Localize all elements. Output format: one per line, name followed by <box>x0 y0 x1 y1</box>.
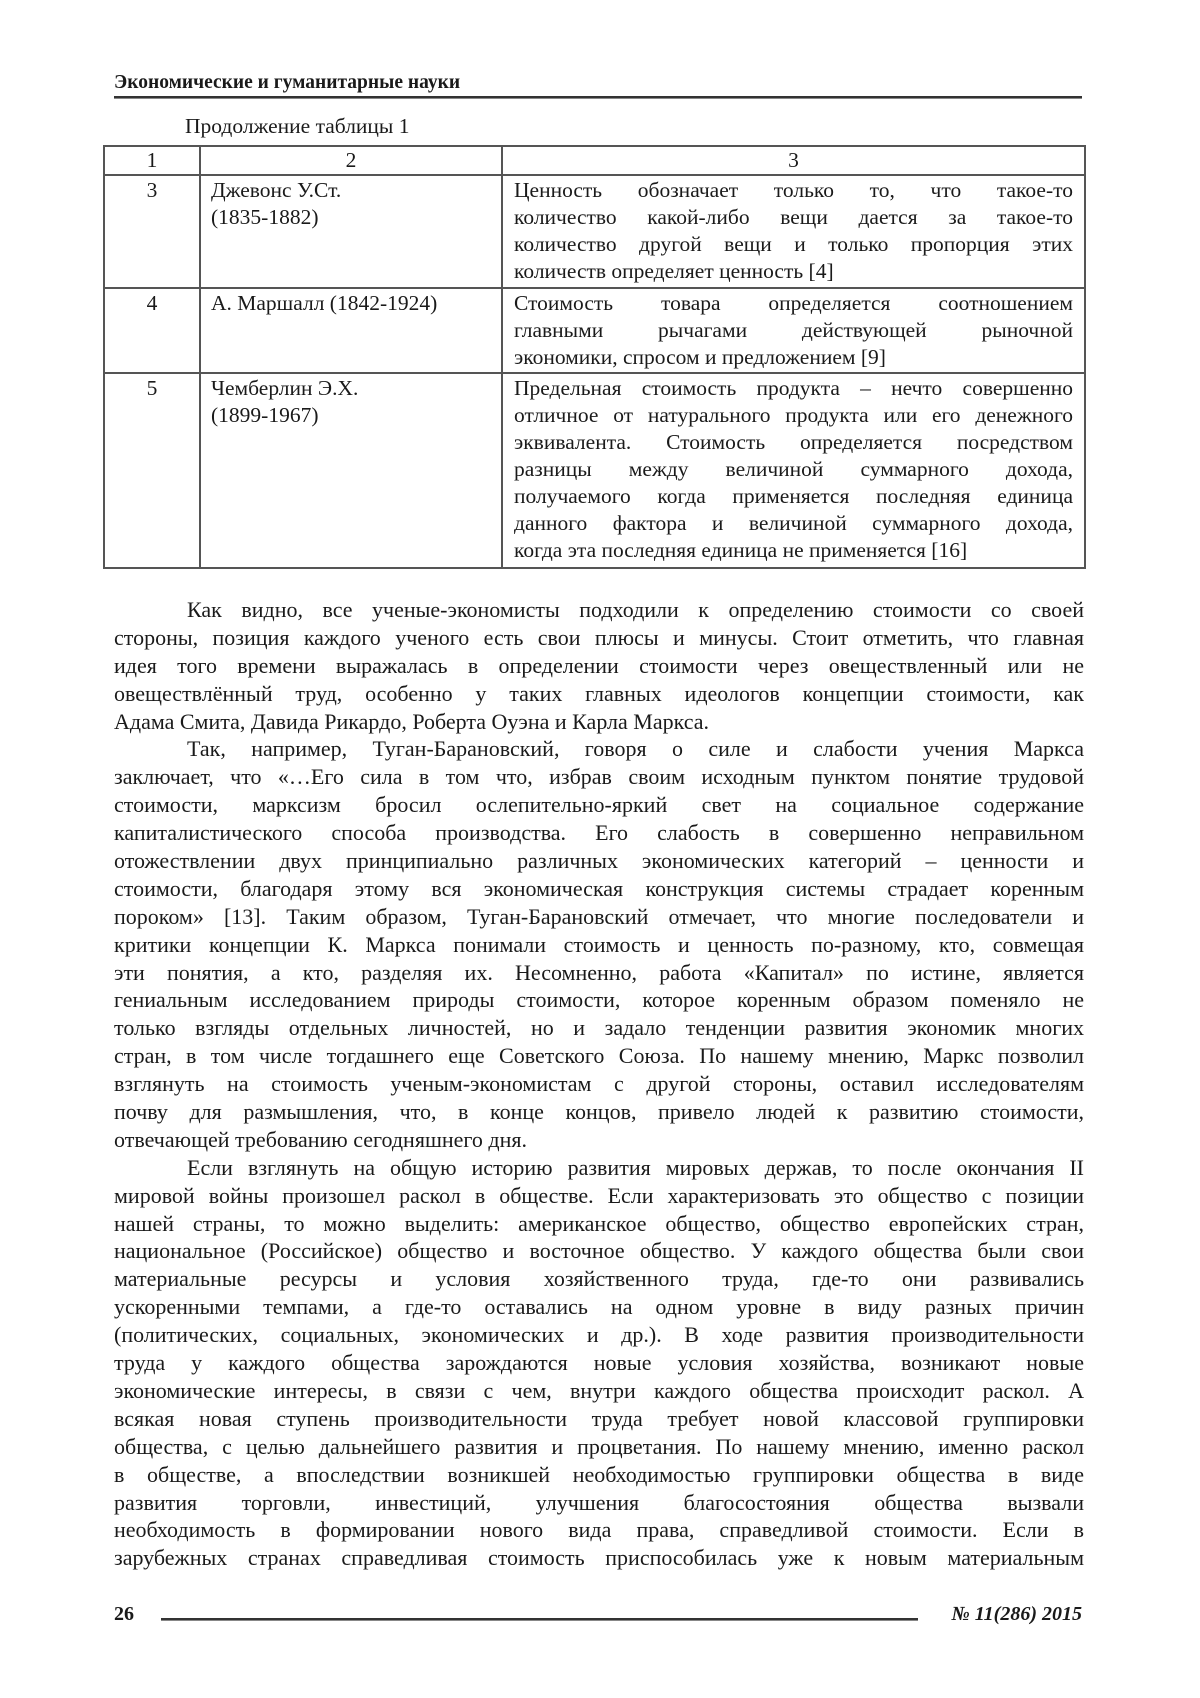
row-number: 3 <box>105 176 199 204</box>
row-number: 5 <box>105 374 199 402</box>
table-row <box>104 175 1085 288</box>
text-line: капиталистического способа производства. Его слабость в совершенно неправильном <box>114 819 1084 847</box>
text-line: пороком» [13]. Таким образом, Туган-Барановский отмечает, что многие последователи и <box>114 903 1084 931</box>
text-line: Если взглянуть на общую историю развития мировых держав, то после окончания II <box>114 1154 1084 1182</box>
text-line: мировой войны произошел раскол в обществе. Если характеризовать это общество с позиции <box>114 1182 1084 1210</box>
definition-line: данного фактора и величиной суммарного дохода, <box>514 510 1073 537</box>
definition-cell <box>502 373 1085 568</box>
definition-cell <box>502 175 1085 288</box>
paragraph <box>114 596 1084 735</box>
text-line: Как видно, все ученые-экономисты подходили к определению стоимости со своей <box>114 596 1084 624</box>
economist-name <box>211 374 501 429</box>
paragraph <box>114 735 1084 1153</box>
text-line: Адама Смита, Давида Рикардо, Роберта Оуэна и Карла Маркса. <box>114 708 1084 736</box>
paragraph <box>114 1154 1084 1572</box>
article-body <box>114 596 1084 1572</box>
text-line: ускоренными темпами, а где-то оставались на одном уровне в виду разных причин <box>114 1293 1084 1321</box>
table-header-row <box>104 146 1085 175</box>
text-line: взглянуть на стоимость ученым-экономистам с другой стороны, оставил исследователям <box>114 1070 1084 1098</box>
table-row <box>104 373 1085 568</box>
text-line: стран, в том числе тогдашнего еще Советского Союза. По нашему мнению, Маркс позволил <box>114 1042 1084 1070</box>
text-line: (политических, социальных, экономических и др.). В ходе развития производительности <box>114 1321 1084 1349</box>
economist-cell <box>200 373 502 568</box>
header-rule <box>114 96 1082 99</box>
row-number-cell <box>104 175 200 288</box>
text-line: в обществе, а впоследствии возникшей необходимостью группировки общества в виде <box>114 1461 1084 1489</box>
economist-cell <box>200 288 502 373</box>
definition-text <box>514 374 1073 564</box>
text-line: стоимости, благодаря этому вся экономическая конструкция системы страдает коренным <box>114 875 1084 903</box>
text-line: национальное (Российское) общество и восточное общество. У каждого общества были свои <box>114 1237 1084 1265</box>
text-line: отожествлении двух принципиально различных экономических категорий – ценности и <box>114 847 1084 875</box>
text-line: только взгляды отдельных личностей, но и задало тенденции развития экономик многих <box>114 1014 1084 1042</box>
definition-line: главными рычагами действующей рыночной <box>514 317 1073 344</box>
table-caption: Продолжение таблицы 1 <box>185 114 410 139</box>
economist-name-line: (1899-1967) <box>211 402 501 429</box>
economist-name-line: А. Маршалл (1842-1924) <box>211 290 501 317</box>
column-header: 2 <box>200 146 502 175</box>
text-line: овеществлённый труд, особенно у таких главных идеологов концепции стоимости, как <box>114 680 1084 708</box>
definition-line: количеств определяет ценность [4] <box>514 258 1073 285</box>
text-line: стороны, позиция каждого ученого есть свои плюсы и минусы. Стоит отметить, что главная <box>114 624 1084 652</box>
economist-name-line: (1835-1882) <box>211 204 501 231</box>
definition-line: отличное от натурального продукта или его денежного <box>514 402 1073 429</box>
definition-line: когда эта последняя единица не применяется [16] <box>514 537 1073 564</box>
definition-text <box>514 176 1073 285</box>
definition-line: количество другой вещи и только пропорция этих <box>514 231 1073 258</box>
text-line: всякая новая ступень производительности труда требует новой классовой группировки <box>114 1405 1084 1433</box>
text-line: идея того времени выражалась в определении стоимости через овеществленный или не <box>114 652 1084 680</box>
text-line: труда у каждого общества зарождаются новые условия хозяйства, возникают новые <box>114 1349 1084 1377</box>
economist-name-line: Чемберлин Э.Х. <box>211 375 501 402</box>
definition-cell <box>502 288 1085 373</box>
text-line: отвечающей требованию сегодняшнего дня. <box>114 1126 1084 1154</box>
text-line: экономические интересы, в связи с чем, внутри каждого общества происходит раскол. А <box>114 1377 1084 1405</box>
economist-name <box>211 289 501 317</box>
definition-line: Стоимость товара определяется соотношением <box>514 290 1073 317</box>
definition-line: Предельная стоимость продукта – нечто совершенно <box>514 375 1073 402</box>
definition-line: количество какой-либо вещи дается за такое-то <box>514 204 1073 231</box>
text-line: гениальным исследованием природы стоимости, которое коренным образом поменяло не <box>114 986 1084 1014</box>
definition-line: получаемого когда применяется последняя единица <box>514 483 1073 510</box>
text-line: стоимости, марксизм бросил ослепительно-яркий свет на социальное содержание <box>114 791 1084 819</box>
table-row <box>104 288 1085 373</box>
column-header: 3 <box>502 146 1085 175</box>
definition-text <box>514 289 1073 371</box>
row-number-cell <box>104 373 200 568</box>
text-line: Так, например, Туган-Барановский, говоря о силе и слабости учения Маркса <box>114 735 1084 763</box>
definition-line: экономики, спросом и предложением [9] <box>514 344 1073 371</box>
text-line: критики концепции К. Маркса понимали стоимость и ценность по-разному, кто, совмещая <box>114 931 1084 959</box>
data-table <box>103 145 1086 569</box>
definition-line: эквивалента. Стоимость определяется посредством <box>514 429 1073 456</box>
text-line: нашей страны, то можно выделить: американское общество, общество европейских стран, <box>114 1210 1084 1238</box>
text-line: зарубежных странах справедливая стоимость приспособилась уже к новым материальным <box>114 1544 1084 1572</box>
definition-line: разницы между величиной суммарного дохода, <box>514 456 1073 483</box>
text-line: развития торговли, инвестиций, улучшения благосостояния общества вызвали <box>114 1489 1084 1517</box>
footer-rule <box>161 1618 918 1621</box>
economist-cell <box>200 175 502 288</box>
issue-number: № 11(286) 2015 <box>951 1603 1082 1626</box>
column-header: 1 <box>104 146 200 175</box>
text-line: общества, с целью дальнейшего развития и процветания. По нашему мнению, именно раскол <box>114 1433 1084 1461</box>
text-line: материальные ресурсы и условия хозяйственного труда, где-то они развивались <box>114 1265 1084 1293</box>
text-line: заключает, что «…Его сила в том что, избрав своим исходным пунктом понятие трудовой <box>114 763 1084 791</box>
economist-name <box>211 176 501 231</box>
text-line: почву для размышления, что, в конце концов, привело людей к развитию стоимости, <box>114 1098 1084 1126</box>
definition-line: Ценность обозначает только то, что такое-то <box>514 177 1073 204</box>
page-number: 26 <box>114 1603 134 1626</box>
text-line: эти понятия, а кто, разделяя их. Несомненно, работа «Капитал» по истине, является <box>114 959 1084 987</box>
row-number-cell <box>104 288 200 373</box>
economist-name-line: Джевонс У.Ст. <box>211 177 501 204</box>
text-line: необходимость в формировании нового вида права, справедливой стоимости. Если в <box>114 1516 1084 1544</box>
row-number: 4 <box>105 289 199 317</box>
running-header: Экономические и гуманитарные науки <box>114 72 460 94</box>
